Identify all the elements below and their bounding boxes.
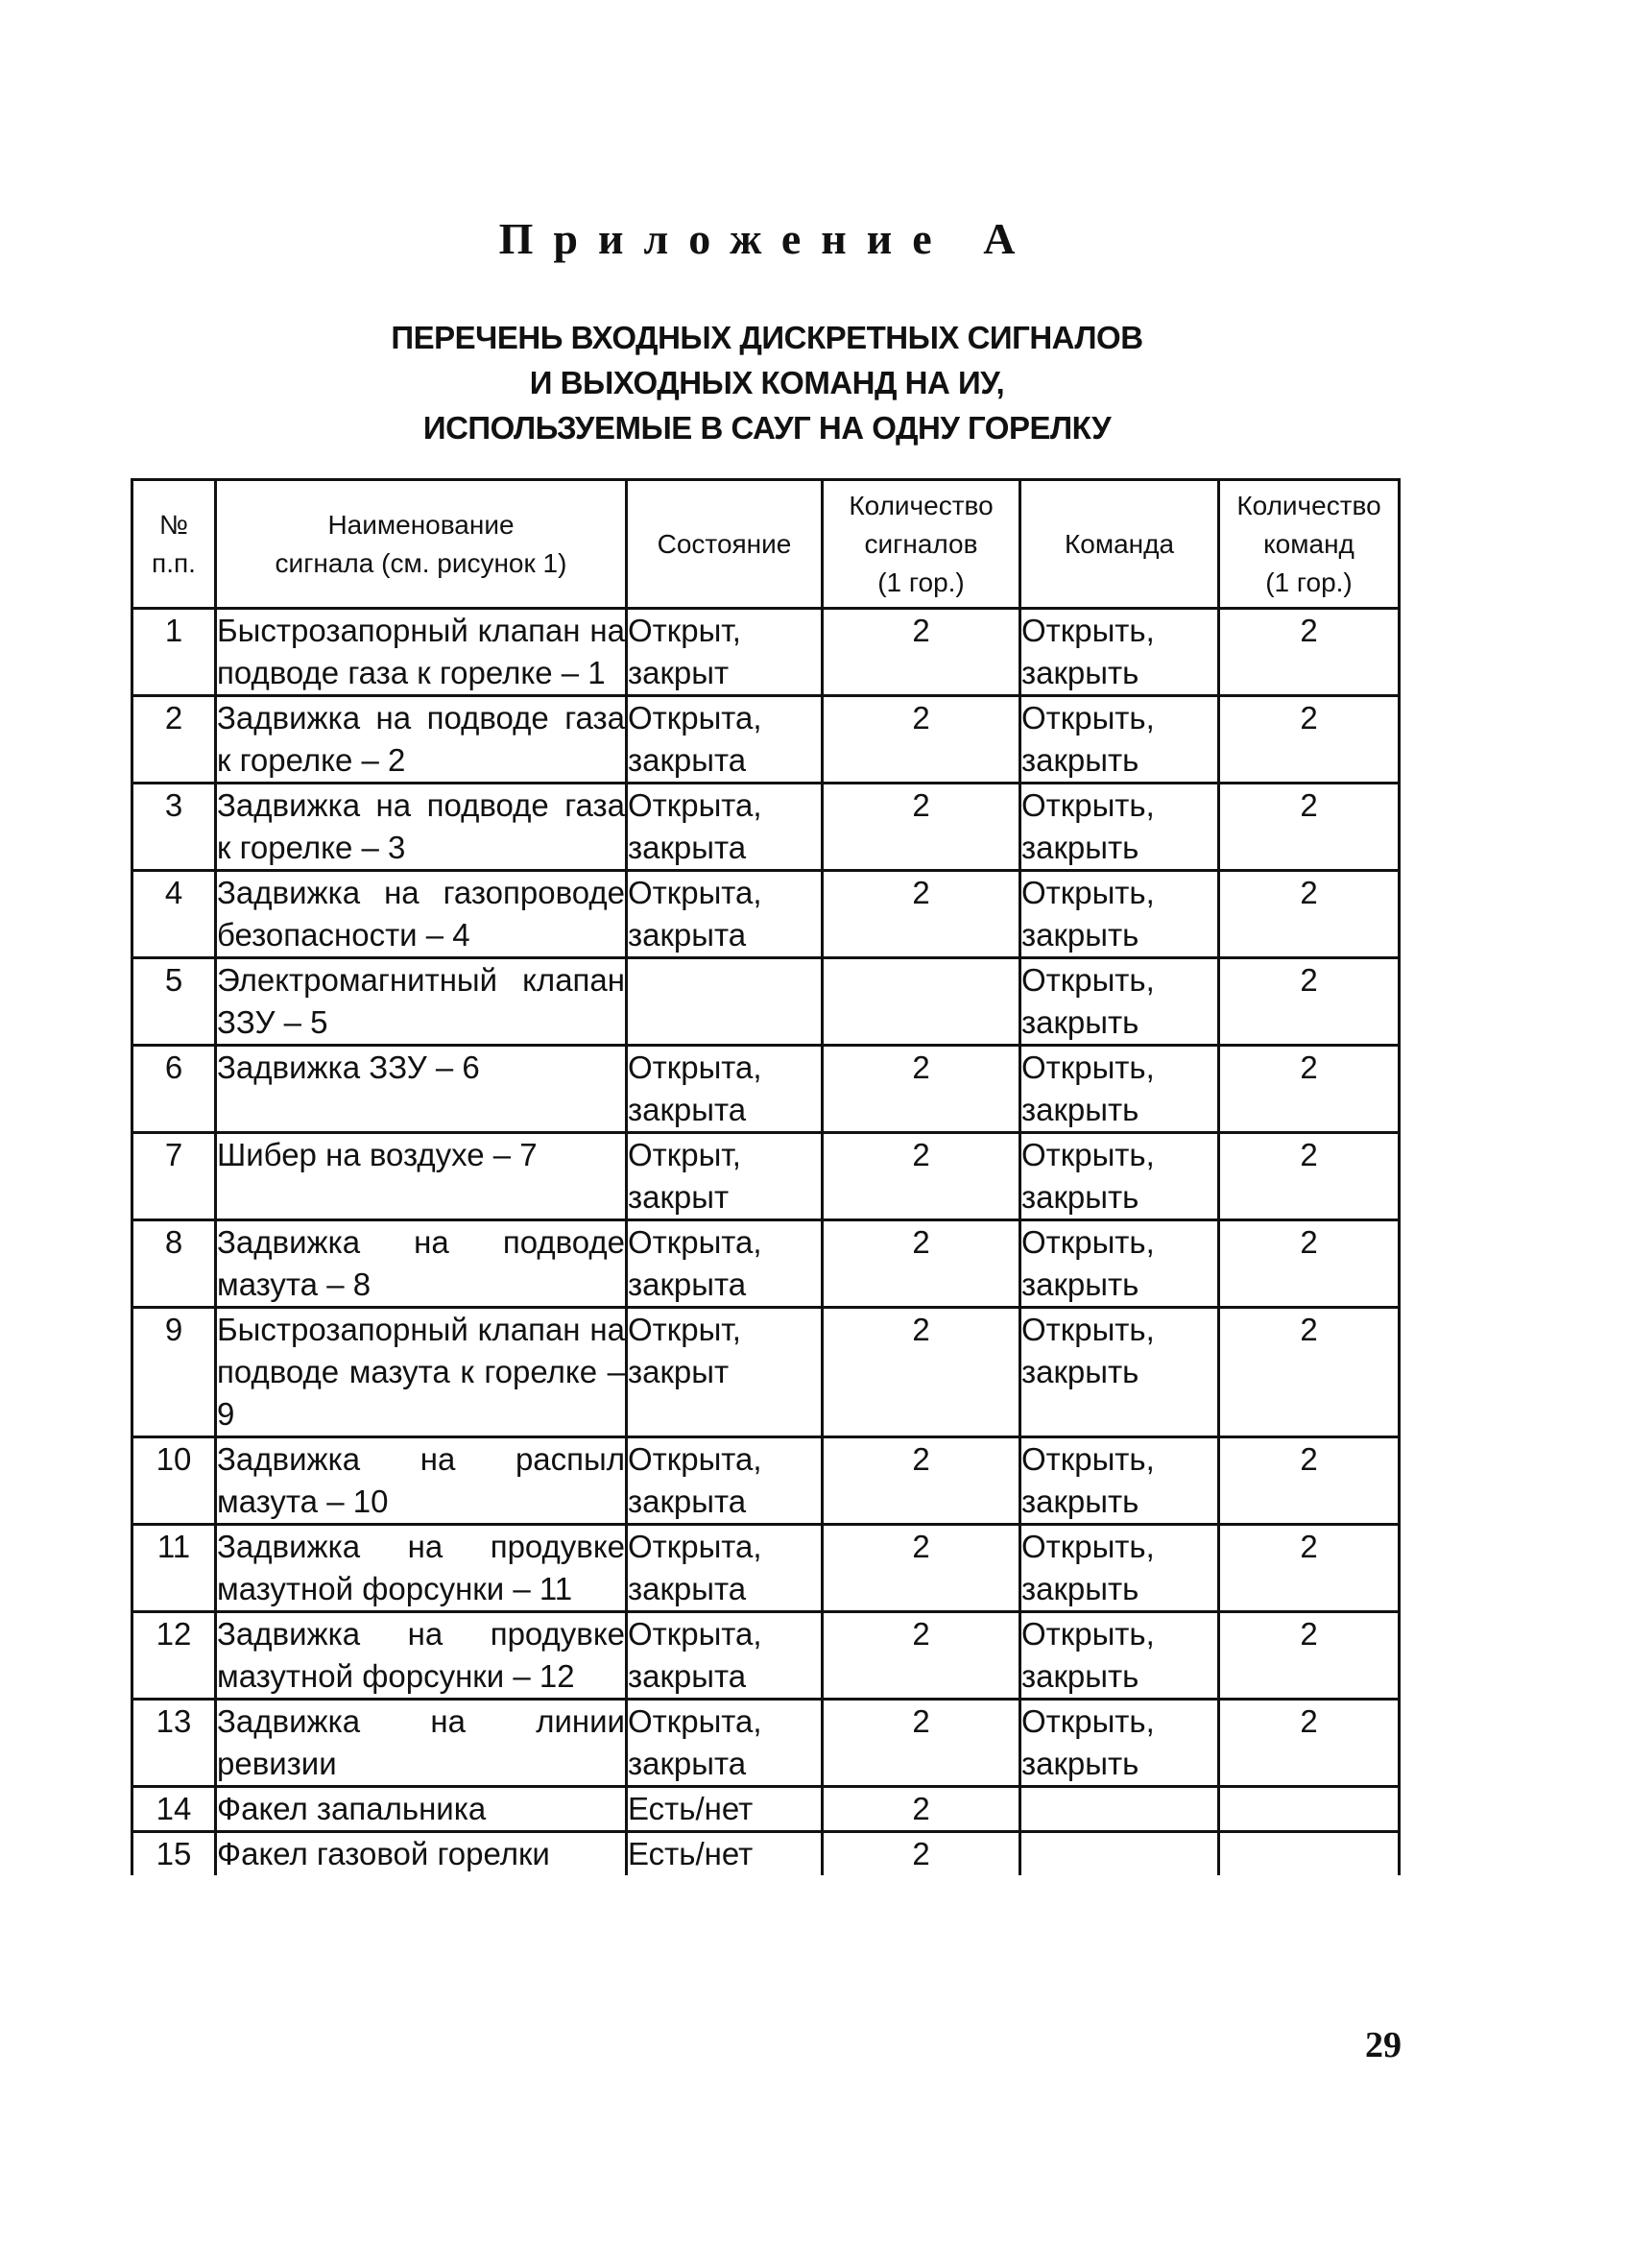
table-row xyxy=(132,1133,1400,1220)
cell-num: 15 xyxy=(132,1832,216,1876)
cell-signal-count: 2 xyxy=(823,1133,1020,1220)
cell-state: Открыта, закрыта xyxy=(627,1046,823,1133)
cell-name: Шибер на воздухе – 7 xyxy=(216,1133,627,1220)
cell-signal-count: 2 xyxy=(823,1308,1020,1437)
cell-signal-count: 2 xyxy=(823,609,1020,696)
cell-command-count: 2 xyxy=(1219,1700,1400,1787)
cell-name: Задвижка на продувке мазутной форсунки – 12 xyxy=(216,1612,627,1700)
cell-state: Открыта, закрыта xyxy=(627,1700,823,1787)
cell-command-count: 2 xyxy=(1219,1046,1400,1133)
header-signal-count: Количество сигналов (1 гор.) xyxy=(823,480,1020,609)
table-row xyxy=(132,1220,1400,1308)
table-row xyxy=(132,958,1400,1046)
cell-num: 14 xyxy=(132,1787,216,1832)
header-command: Команда xyxy=(1020,480,1219,609)
cell-command xyxy=(1020,1787,1219,1832)
cell-command xyxy=(1020,1832,1219,1876)
cell-command: Открыть, закрыть xyxy=(1020,871,1219,958)
cell-signal-count: 2 xyxy=(823,1832,1020,1876)
cell-state: Есть/нет xyxy=(627,1832,823,1876)
cell-num: 11 xyxy=(132,1525,216,1612)
cell-command: Открыть, закрыть xyxy=(1020,1046,1219,1133)
cell-state: Открыта, закрыта xyxy=(627,1612,823,1700)
cell-command-count: 2 xyxy=(1219,1525,1400,1612)
table-header-row xyxy=(132,480,1400,609)
cell-command: Открыть, закрыть xyxy=(1020,1308,1219,1437)
cell-signal-count: 2 xyxy=(823,1612,1020,1700)
cell-command: Открыть, закрыть xyxy=(1020,1133,1219,1220)
cell-name: Быстрозапорный клапан на подводе мазута к горелке – 9 xyxy=(216,1308,627,1437)
cell-state: Открыта, закрыта xyxy=(627,784,823,871)
cell-num: 12 xyxy=(132,1612,216,1700)
header-name: Наименование сигнала (см. рисунок 1) xyxy=(216,480,627,609)
table-row xyxy=(132,1308,1400,1437)
table-row xyxy=(132,1046,1400,1133)
cell-name: Задвижка на линии ревизии xyxy=(216,1700,627,1787)
cell-num: 6 xyxy=(132,1046,216,1133)
cell-signal-count: 2 xyxy=(823,1437,1020,1525)
cell-command-count: 2 xyxy=(1219,871,1400,958)
cell-num: 3 xyxy=(132,784,216,871)
cell-command: Открыть, закрыть xyxy=(1020,609,1219,696)
cell-name: Задвижка на подводе газа к горелке – 2 xyxy=(216,696,627,784)
cell-command: Открыть, закрыть xyxy=(1020,784,1219,871)
cell-command-count xyxy=(1219,1832,1400,1876)
cell-num: 13 xyxy=(132,1700,216,1787)
title-line: И ВЫХОДНЫХ КОМАНД НА ИУ, xyxy=(529,365,1005,400)
cell-command-count: 2 xyxy=(1219,1220,1400,1308)
table-row xyxy=(132,1612,1400,1700)
cell-state: Открыт, закрыт xyxy=(627,609,823,696)
cell-signal-count: 2 xyxy=(823,871,1020,958)
table-row xyxy=(132,1700,1400,1787)
cell-state xyxy=(627,958,823,1046)
cell-state: Открыта, закрыта xyxy=(627,1525,823,1612)
cell-name: Быстрозапорный клапан на подводе газа к горелке – 1 xyxy=(216,609,627,696)
header-command-count: Количество команд (1 гор.) xyxy=(1219,480,1400,609)
cell-num: 2 xyxy=(132,696,216,784)
cell-state: Есть/нет xyxy=(627,1787,823,1832)
cell-num: 8 xyxy=(132,1220,216,1308)
cell-command: Открыть, закрыть xyxy=(1020,696,1219,784)
cell-command: Открыть, закрыть xyxy=(1020,958,1219,1046)
table-row xyxy=(132,1832,1400,1876)
table-row xyxy=(132,871,1400,958)
page-number: 29 xyxy=(1365,2025,1402,2065)
cell-signal-count: 2 xyxy=(823,1046,1020,1133)
cell-num: 5 xyxy=(132,958,216,1046)
cell-state: Открыт, закрыт xyxy=(627,1133,823,1220)
cell-signal-count: 2 xyxy=(823,1787,1020,1832)
header-state: Состояние xyxy=(627,480,823,609)
cell-command-count xyxy=(1219,1787,1400,1832)
cell-num: 4 xyxy=(132,871,216,958)
cell-signal-count: 2 xyxy=(823,1525,1020,1612)
table-row xyxy=(132,1437,1400,1525)
cell-command-count: 2 xyxy=(1219,1308,1400,1437)
cell-command: Открыть, закрыть xyxy=(1020,1220,1219,1308)
cell-state: Открыта, закрыта xyxy=(627,1220,823,1308)
cell-name: Задвижка на распыл мазута – 10 xyxy=(216,1437,627,1525)
cell-name: Задвижка ЗЗУ – 6 xyxy=(216,1046,627,1133)
cell-command-count: 2 xyxy=(1219,784,1400,871)
cell-name: Задвижка на подводе газа к горелке – 3 xyxy=(216,784,627,871)
document-title xyxy=(0,315,1534,450)
table-row xyxy=(132,1525,1400,1612)
cell-name: Электромагнитный клапан ЗЗУ – 5 xyxy=(216,958,627,1046)
cell-name: Факел запальника xyxy=(216,1787,627,1832)
title-line: ПЕРЕЧЕНЬ ВХОДНЫХ ДИСКРЕТНЫХ СИГНАЛОВ xyxy=(391,320,1143,355)
header-num: № п.п. xyxy=(132,480,216,609)
cell-signal-count: 2 xyxy=(823,784,1020,871)
cell-signal-count: 2 xyxy=(823,1700,1020,1787)
cell-command: Открыть, закрыть xyxy=(1020,1700,1219,1787)
cell-state: Открыта, закрыта xyxy=(627,696,823,784)
cell-state: Открыта, закрыта xyxy=(627,871,823,958)
cell-name: Задвижка на подводе мазута – 8 xyxy=(216,1220,627,1308)
cell-command: Открыть, закрыть xyxy=(1020,1525,1219,1612)
cell-num: 10 xyxy=(132,1437,216,1525)
cell-command-count: 2 xyxy=(1219,1133,1400,1220)
cell-num: 9 xyxy=(132,1308,216,1437)
table-row xyxy=(132,609,1400,696)
cell-command-count: 2 xyxy=(1219,696,1400,784)
cell-name: Задвижка на газопроводе безопасности – 4 xyxy=(216,871,627,958)
title-line: ИСПОЛЬЗУЕМЫЕ В САУГ НА ОДНУ ГОРЕЛКУ xyxy=(422,410,1112,446)
signals-table xyxy=(131,478,1401,1875)
cell-command-count: 2 xyxy=(1219,958,1400,1046)
cell-signal-count: 2 xyxy=(823,696,1020,784)
cell-command: Открыть, закрыть xyxy=(1020,1612,1219,1700)
cell-signal-count xyxy=(823,958,1020,1046)
appendix-heading: Приложение А xyxy=(498,214,1036,263)
cell-num: 7 xyxy=(132,1133,216,1220)
cell-state: Открыт, закрыт xyxy=(627,1308,823,1437)
table-row xyxy=(132,1787,1400,1832)
cell-name: Факел газовой горелки xyxy=(216,1832,627,1876)
cell-state: Открыта, закрыта xyxy=(627,1437,823,1525)
table-row xyxy=(132,696,1400,784)
cell-command-count: 2 xyxy=(1219,609,1400,696)
cell-command-count: 2 xyxy=(1219,1437,1400,1525)
cell-name: Задвижка на продувке мазутной форсунки – 11 xyxy=(216,1525,627,1612)
cell-command: Открыть, закрыть xyxy=(1020,1437,1219,1525)
table-row xyxy=(132,784,1400,871)
cell-signal-count: 2 xyxy=(823,1220,1020,1308)
cell-command-count: 2 xyxy=(1219,1612,1400,1700)
cell-num: 1 xyxy=(132,609,216,696)
